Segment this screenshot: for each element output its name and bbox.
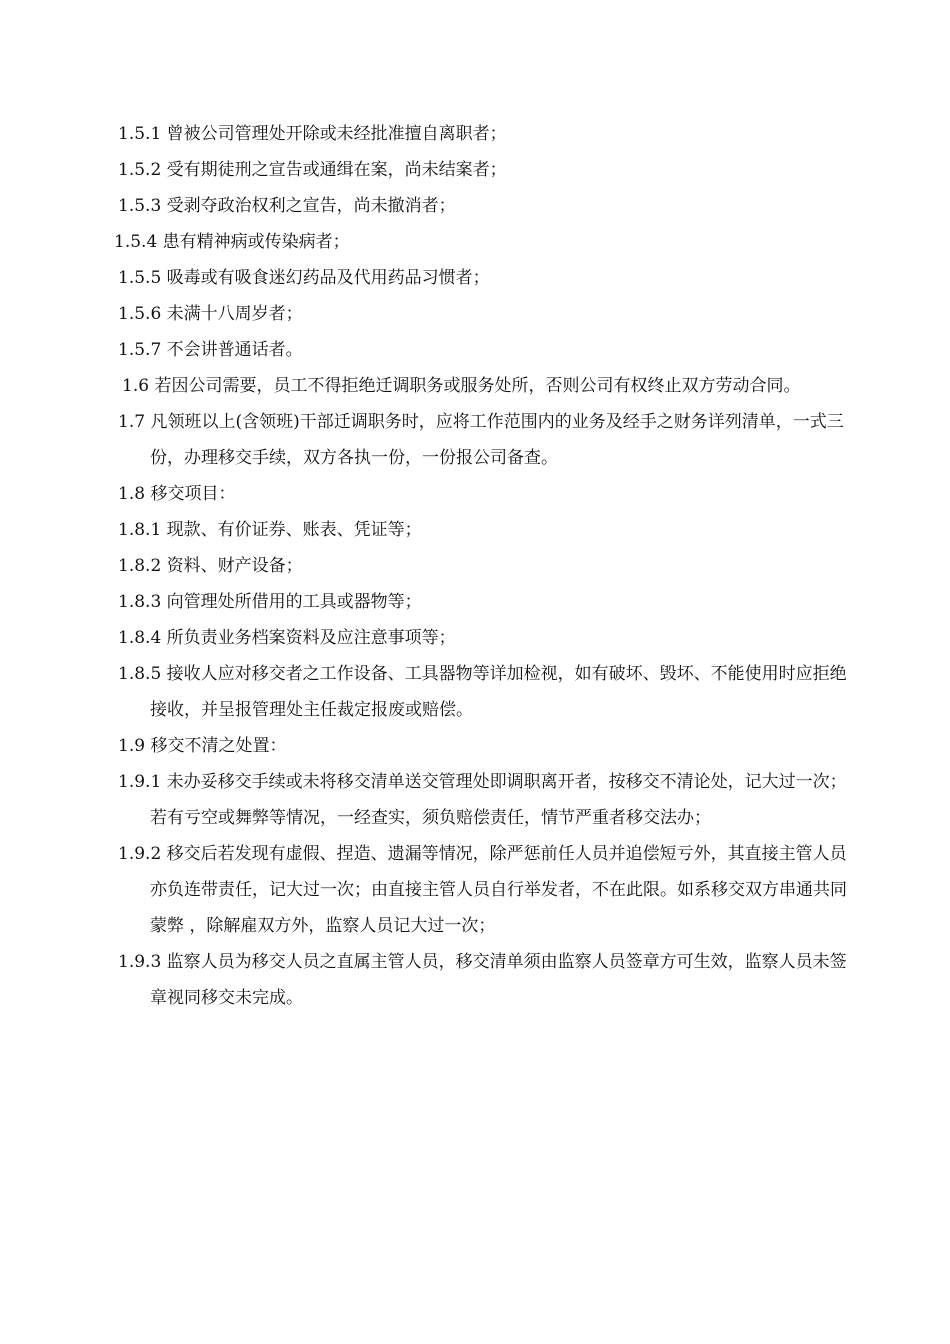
clause-1-7	[118, 404, 858, 476]
clause-text: 患有精神病或传染病者；	[162, 232, 350, 252]
document-body	[114, 116, 858, 1016]
clause-text: 若因公司需要，员工不得拒绝迁调职务或服务处所，否则公司有权终止双方劳动合同。	[154, 376, 801, 396]
clause-number: 1.8.1	[118, 520, 162, 540]
clause-1-9-1	[118, 764, 858, 836]
clause-number: 1.8.2	[118, 556, 162, 576]
clause-text: 受剥夺政治权利之宣告，尚未撤消者；	[166, 196, 456, 216]
clause-text: 资料、财产设备；	[166, 556, 303, 576]
clause-1-9-2	[118, 836, 858, 944]
clause-text: 未满十八周岁者；	[166, 304, 303, 324]
clause-text: 曾被公司管理处开除或未经批准擅自离职者；	[166, 124, 507, 144]
clause-text: 现款、有价证券、账表、凭证等；	[166, 520, 422, 540]
clause-1-5-6	[118, 296, 858, 332]
clause-number: 1.5.4	[114, 232, 158, 252]
clause-text: 监察人员为移交人员之直属主管人员，移交清单须由监察人员签章方可生效，监察人员未签章视同移交未完成。	[150, 952, 847, 1008]
clause-number: 1.9.1	[118, 772, 162, 792]
clause-number: 1.8.3	[118, 592, 162, 612]
clause-number: 1.5.1	[118, 124, 162, 144]
clause-number: 1.9.3	[118, 952, 162, 972]
clause-number: 1.5.3	[118, 196, 162, 216]
clause-1-8-2	[118, 548, 858, 584]
clause-text: 向管理处所借用的工具或器物等；	[166, 592, 422, 612]
clause-1-5-4	[114, 224, 858, 260]
clause-number: 1.9.2	[118, 844, 162, 864]
clause-number: 1.9	[118, 736, 146, 756]
clause-1-8-4	[118, 620, 858, 656]
clause-text: 未办妥移交手续或未将移交清单送交管理处即调职离开者，按移交不清论处，记大过一次；若有亏空或舞弊等情况，一经查实，须负赔偿责任，情节严重者移交法办；	[150, 772, 847, 828]
clause-1-5-5	[118, 260, 858, 296]
clause-1-8-5	[118, 656, 858, 728]
clause-text: 受有期徒刑之宣告或通缉在案，尚未结案者；	[166, 160, 507, 180]
clause-1-5-1	[118, 116, 858, 152]
clause-1-5-3	[118, 188, 858, 224]
clause-number: 1.5.6	[118, 304, 162, 324]
clause-number: 1.5.5	[118, 268, 162, 288]
clause-1-5-2	[118, 152, 858, 188]
clause-text: 不会讲普通话者。	[166, 340, 303, 360]
clause-1-9-3	[118, 944, 858, 1016]
clause-text: 移交后若发现有虚假、捏造、遗漏等情况，除严惩前任人员并追偿短亏外，其直接主管人员亦负连带责任，记大过一次；由直接主管人员自行举发者，不在此限。如系移交双方串通共同蒙弊 ，除解雇双方外，监察人员记大过一次；	[150, 844, 847, 936]
clause-text: 移交项目：	[150, 484, 236, 504]
clause-number: 1.7	[118, 412, 146, 432]
clause-number: 1.8.4	[118, 628, 162, 648]
clause-number: 1.6	[122, 376, 150, 396]
clause-number: 1.8	[118, 484, 146, 504]
clause-number: 1.5.7	[118, 340, 162, 360]
clause-1-6	[122, 368, 858, 404]
clause-text: 凡领班以上(含领班)干部迁调职务时，应将工作范围内的业务及经手之财务详列清单，一式三份，办理移交手续，双方各执一份，一份报公司备查。	[150, 412, 844, 468]
clause-number: 1.8.5	[118, 664, 162, 684]
clause-1-8-3	[118, 584, 858, 620]
clause-text: 所负责业务档案资料及应注意事项等；	[166, 628, 456, 648]
clause-text: 接收人应对移交者之工作设备、工具器物等详加检视，如有破坏、毁坏、不能使用时应拒绝接收，并呈报管理处主任裁定报废或赔偿。	[150, 664, 847, 720]
clause-1-9	[118, 728, 858, 764]
clause-number: 1.5.2	[118, 160, 162, 180]
clause-1-8	[118, 476, 858, 512]
clause-text: 移交不清之处置：	[150, 736, 287, 756]
clause-text: 吸毒或有吸食迷幻药品及代用药品习惯者；	[166, 268, 490, 288]
clause-1-8-1	[118, 512, 858, 548]
clause-1-5-7	[118, 332, 858, 368]
